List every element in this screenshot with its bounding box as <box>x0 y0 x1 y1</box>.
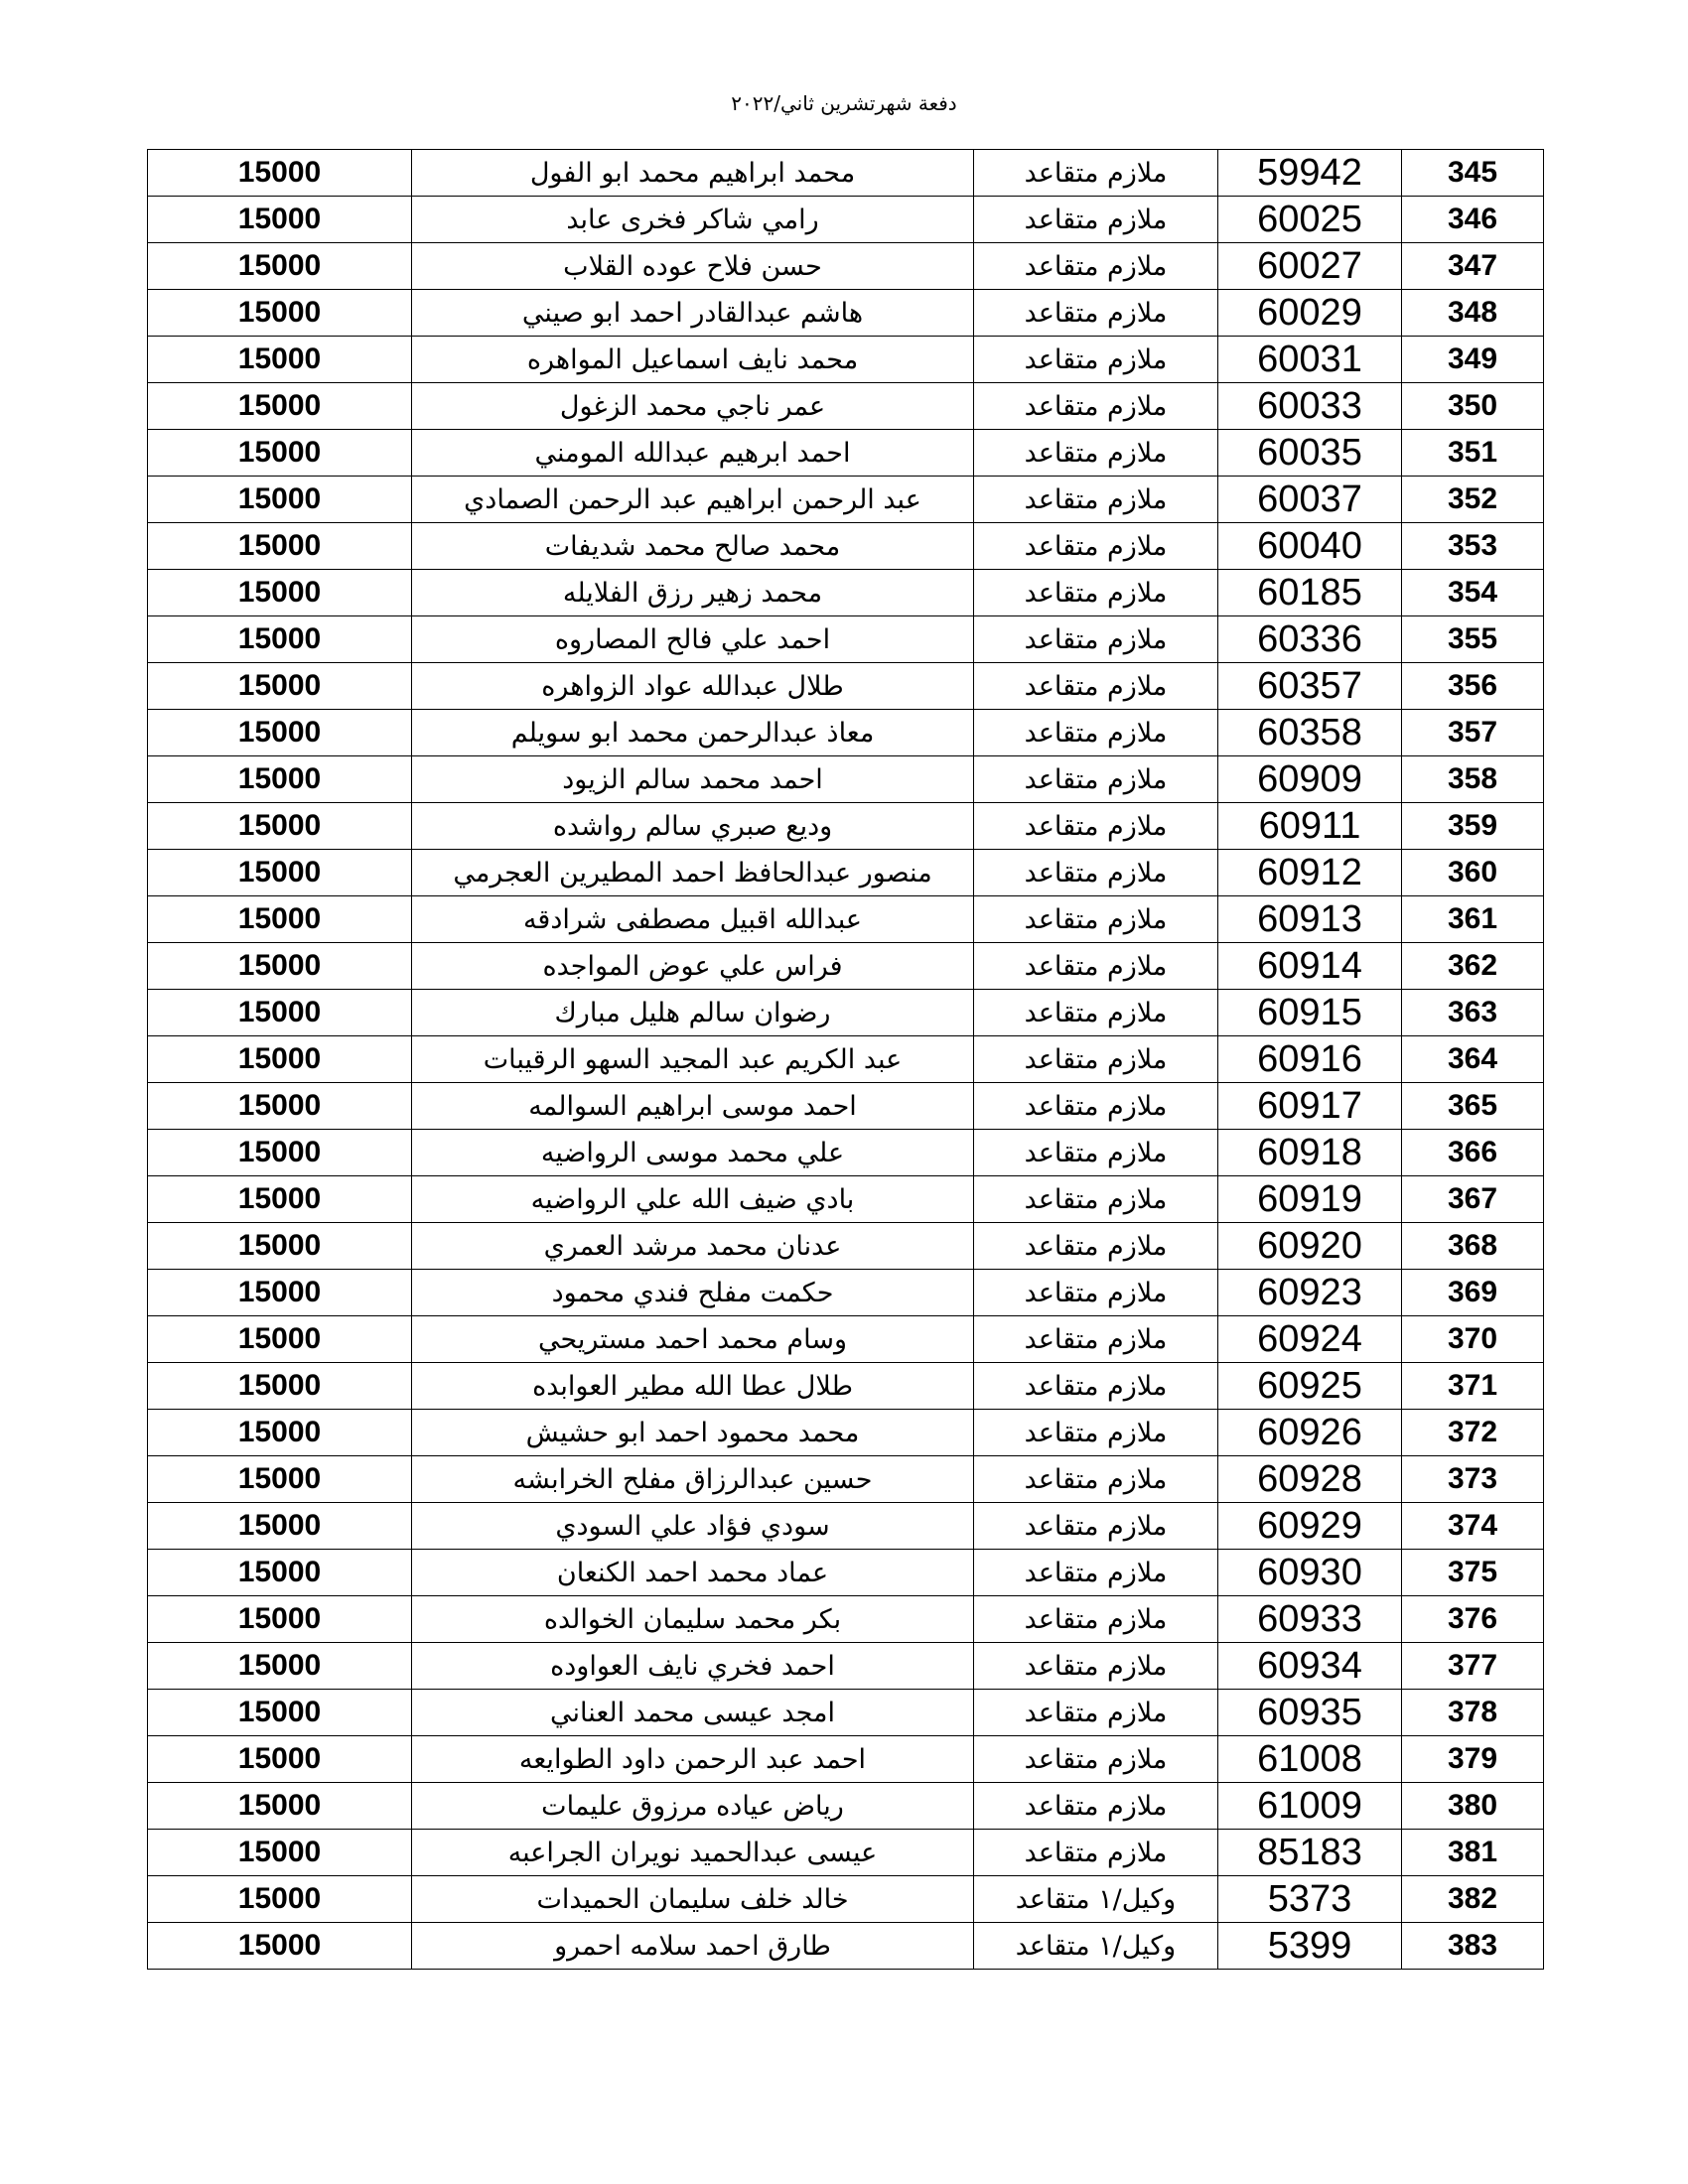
rank-cell: ملازم متقاعد <box>974 1643 1218 1690</box>
name-cell: سودي فؤاد علي السودي <box>412 1503 974 1550</box>
amount-cell: 15000 <box>148 1690 412 1736</box>
table-row <box>148 990 1544 1036</box>
name-cell: محمد نايف اسماعيل المواهره <box>412 337 974 383</box>
rank-cell: ملازم متقاعد <box>974 1363 1218 1410</box>
rank-cell: ملازم متقاعد <box>974 337 1218 383</box>
payment-table-body <box>148 150 1544 1970</box>
sequence-number-cell: 345 <box>1402 150 1544 197</box>
sequence-number-cell: 367 <box>1402 1176 1544 1223</box>
rank-cell: ملازم متقاعد <box>974 570 1218 616</box>
table-row <box>148 1643 1544 1690</box>
table-row <box>148 1456 1544 1503</box>
amount-cell: 15000 <box>148 1550 412 1596</box>
name-cell: رضوان سالم هليل مبارك <box>412 990 974 1036</box>
rank-cell: ملازم متقاعد <box>974 1550 1218 1596</box>
rank-cell: ملازم متقاعد <box>974 1736 1218 1783</box>
name-cell: هاشم عبدالقادر احمد ابو صيني <box>412 290 974 337</box>
sequence-number-cell: 348 <box>1402 290 1544 337</box>
amount-cell: 15000 <box>148 290 412 337</box>
amount-cell: 15000 <box>148 850 412 896</box>
service-number-cell: 60924 <box>1218 1316 1402 1363</box>
amount-cell: 15000 <box>148 710 412 756</box>
sequence-number-cell: 373 <box>1402 1456 1544 1503</box>
sequence-number-cell: 358 <box>1402 756 1544 803</box>
service-number-cell: 60027 <box>1218 243 1402 290</box>
sequence-number-cell: 382 <box>1402 1876 1544 1923</box>
name-cell: فراس علي عوض المواجده <box>412 943 974 990</box>
service-number-cell: 60913 <box>1218 896 1402 943</box>
sequence-number-cell: 349 <box>1402 337 1544 383</box>
amount-cell: 15000 <box>148 523 412 570</box>
table-row <box>148 616 1544 663</box>
service-number-cell: 60912 <box>1218 850 1402 896</box>
sequence-number-cell: 362 <box>1402 943 1544 990</box>
table-row <box>148 197 1544 243</box>
sequence-number-cell: 376 <box>1402 1596 1544 1643</box>
amount-cell: 15000 <box>148 616 412 663</box>
amount-cell: 15000 <box>148 1363 412 1410</box>
rank-cell: ملازم متقاعد <box>974 1783 1218 1830</box>
amount-cell: 15000 <box>148 803 412 850</box>
table-row <box>148 1223 1544 1270</box>
rank-cell: ملازم متقاعد <box>974 710 1218 756</box>
rank-cell: ملازم متقاعد <box>974 290 1218 337</box>
service-number-cell: 60029 <box>1218 290 1402 337</box>
amount-cell: 15000 <box>148 1036 412 1083</box>
sequence-number-cell: 365 <box>1402 1083 1544 1130</box>
amount-cell: 15000 <box>148 663 412 710</box>
name-cell: خالد خلف سليمان الحميدات <box>412 1876 974 1923</box>
amount-cell: 15000 <box>148 1176 412 1223</box>
service-number-cell: 60919 <box>1218 1176 1402 1223</box>
name-cell: محمد صالح محمد شديفات <box>412 523 974 570</box>
rank-cell: ملازم متقاعد <box>974 1083 1218 1130</box>
service-number-cell: 60031 <box>1218 337 1402 383</box>
sequence-number-cell: 377 <box>1402 1643 1544 1690</box>
rank-cell: ملازم متقاعد <box>974 150 1218 197</box>
rank-cell: ملازم متقاعد <box>974 1596 1218 1643</box>
table-row <box>148 477 1544 523</box>
service-number-cell: 60935 <box>1218 1690 1402 1736</box>
name-cell: احمد ابرهيم عبدالله المومني <box>412 430 974 477</box>
sequence-number-cell: 375 <box>1402 1550 1544 1596</box>
table-row <box>148 756 1544 803</box>
table-row <box>148 523 1544 570</box>
name-cell: احمد موسى ابراهيم السوالمه <box>412 1083 974 1130</box>
table-row <box>148 290 1544 337</box>
rank-cell: ملازم متقاعد <box>974 1503 1218 1550</box>
sequence-number-cell: 380 <box>1402 1783 1544 1830</box>
rank-cell: ملازم متقاعد <box>974 477 1218 523</box>
name-cell: عمر ناجي محمد الزغول <box>412 383 974 430</box>
service-number-cell: 60925 <box>1218 1363 1402 1410</box>
amount-cell: 15000 <box>148 1130 412 1176</box>
sequence-number-cell: 383 <box>1402 1923 1544 1970</box>
table-row <box>148 1083 1544 1130</box>
table-row <box>148 570 1544 616</box>
name-cell: عبدالله اقبيل مصطفى شرادقه <box>412 896 974 943</box>
table-row <box>148 1783 1544 1830</box>
table-row <box>148 243 1544 290</box>
service-number-cell: 85183 <box>1218 1830 1402 1876</box>
table-row <box>148 1596 1544 1643</box>
amount-cell: 15000 <box>148 1503 412 1550</box>
sequence-number-cell: 356 <box>1402 663 1544 710</box>
rank-cell: ملازم متقاعد <box>974 1176 1218 1223</box>
rank-cell: ملازم متقاعد <box>974 523 1218 570</box>
name-cell: عبد الرحمن ابراهيم عبد الرحمن الصمادي <box>412 477 974 523</box>
name-cell: معاذ عبدالرحمن محمد ابو سويلم <box>412 710 974 756</box>
name-cell: محمد محمود احمد ابو حشيش <box>412 1410 974 1456</box>
amount-cell: 15000 <box>148 1783 412 1830</box>
name-cell: محمد ابراهيم محمد ابو الفول <box>412 150 974 197</box>
rank-cell: ملازم متقاعد <box>974 756 1218 803</box>
name-cell: حكمت مفلح فندي محمود <box>412 1270 974 1316</box>
service-number-cell: 60933 <box>1218 1596 1402 1643</box>
table-row <box>148 1503 1544 1550</box>
sequence-number-cell: 352 <box>1402 477 1544 523</box>
sequence-number-cell: 354 <box>1402 570 1544 616</box>
service-number-cell: 60336 <box>1218 616 1402 663</box>
sequence-number-cell: 359 <box>1402 803 1544 850</box>
amount-cell: 15000 <box>148 1456 412 1503</box>
table-row <box>148 1690 1544 1736</box>
service-number-cell: 60185 <box>1218 570 1402 616</box>
sequence-number-cell: 346 <box>1402 197 1544 243</box>
rank-cell: ملازم متقاعد <box>974 850 1218 896</box>
service-number-cell: 59942 <box>1218 150 1402 197</box>
rank-cell: ملازم متقاعد <box>974 1410 1218 1456</box>
amount-cell: 15000 <box>148 1083 412 1130</box>
service-number-cell: 5373 <box>1218 1876 1402 1923</box>
payment-table <box>147 149 1544 1970</box>
sequence-number-cell: 353 <box>1402 523 1544 570</box>
sequence-number-cell: 361 <box>1402 896 1544 943</box>
table-row <box>148 943 1544 990</box>
service-number-cell: 60923 <box>1218 1270 1402 1316</box>
table-row <box>148 1923 1544 1970</box>
rank-cell: ملازم متقاعد <box>974 1456 1218 1503</box>
amount-cell: 15000 <box>148 243 412 290</box>
service-number-cell: 60918 <box>1218 1130 1402 1176</box>
name-cell: رامي شاكر فخرى عابد <box>412 197 974 243</box>
sequence-number-cell: 381 <box>1402 1830 1544 1876</box>
table-row <box>148 1270 1544 1316</box>
amount-cell: 15000 <box>148 943 412 990</box>
sequence-number-cell: 364 <box>1402 1036 1544 1083</box>
service-number-cell: 60917 <box>1218 1083 1402 1130</box>
rank-cell: ملازم متقاعد <box>974 430 1218 477</box>
rank-cell: ملازم متقاعد <box>974 1036 1218 1083</box>
rank-cell: ملازم متقاعد <box>974 1316 1218 1363</box>
sequence-number-cell: 363 <box>1402 990 1544 1036</box>
service-number-cell: 60934 <box>1218 1643 1402 1690</box>
service-number-cell: 60357 <box>1218 663 1402 710</box>
service-number-cell: 60035 <box>1218 430 1402 477</box>
rank-cell: ملازم متقاعد <box>974 1270 1218 1316</box>
sequence-number-cell: 357 <box>1402 710 1544 756</box>
rank-cell: ملازم متقاعد <box>974 943 1218 990</box>
rank-cell: ملازم متقاعد <box>974 1223 1218 1270</box>
amount-cell: 15000 <box>148 1596 412 1643</box>
table-row <box>148 896 1544 943</box>
service-number-cell: 60037 <box>1218 477 1402 523</box>
amount-cell: 15000 <box>148 1876 412 1923</box>
service-number-cell: 60358 <box>1218 710 1402 756</box>
sequence-number-cell: 351 <box>1402 430 1544 477</box>
rank-cell: ملازم متقاعد <box>974 990 1218 1036</box>
rank-cell: ملازم متقاعد <box>974 616 1218 663</box>
table-row <box>148 1363 1544 1410</box>
amount-cell: 15000 <box>148 1316 412 1363</box>
table-row <box>148 1410 1544 1456</box>
service-number-cell: 61008 <box>1218 1736 1402 1783</box>
amount-cell: 15000 <box>148 990 412 1036</box>
service-number-cell: 61009 <box>1218 1783 1402 1830</box>
table-row <box>148 803 1544 850</box>
service-number-cell: 5399 <box>1218 1923 1402 1970</box>
sequence-number-cell: 370 <box>1402 1316 1544 1363</box>
name-cell: عماد محمد احمد الكنعان <box>412 1550 974 1596</box>
name-cell: بادي ضيف الله علي الرواضيه <box>412 1176 974 1223</box>
amount-cell: 15000 <box>148 1923 412 1970</box>
name-cell: وسام محمد احمد مستريحي <box>412 1316 974 1363</box>
amount-cell: 15000 <box>148 896 412 943</box>
name-cell: طلال عبدالله عواد الزواهره <box>412 663 974 710</box>
rank-cell: ملازم متقاعد <box>974 197 1218 243</box>
sequence-number-cell: 368 <box>1402 1223 1544 1270</box>
table-row <box>148 337 1544 383</box>
rank-cell: ملازم متقاعد <box>974 803 1218 850</box>
name-cell: عيسى عبدالحميد نويران الجراعبه <box>412 1830 974 1876</box>
amount-cell: 15000 <box>148 383 412 430</box>
name-cell: احمد محمد سالم الزيود <box>412 756 974 803</box>
document-title: دفعة شهرتشرين ثاني/٢٠٢٢ <box>731 91 957 115</box>
table-row <box>148 150 1544 197</box>
service-number-cell: 60928 <box>1218 1456 1402 1503</box>
service-number-cell: 60915 <box>1218 990 1402 1036</box>
rank-cell: ملازم متقاعد <box>974 383 1218 430</box>
name-cell: رياض عياده مرزوق عليمات <box>412 1783 974 1830</box>
sequence-number-cell: 378 <box>1402 1690 1544 1736</box>
rank-cell: ملازم متقاعد <box>974 896 1218 943</box>
table-row <box>148 1176 1544 1223</box>
name-cell: عدنان محمد مرشد العمري <box>412 1223 974 1270</box>
name-cell: امجد عيسى محمد العناني <box>412 1690 974 1736</box>
name-cell: بكر محمد سليمان الخوالده <box>412 1596 974 1643</box>
amount-cell: 15000 <box>148 1830 412 1876</box>
sequence-number-cell: 360 <box>1402 850 1544 896</box>
name-cell: احمد علي فالح المصاروه <box>412 616 974 663</box>
amount-cell: 15000 <box>148 1643 412 1690</box>
amount-cell: 15000 <box>148 756 412 803</box>
name-cell: منصور عبدالحافظ احمد المطيرين العجرمي <box>412 850 974 896</box>
name-cell: حسن فلاح عوده القلاب <box>412 243 974 290</box>
table-row <box>148 1876 1544 1923</box>
name-cell: احمد عبد الرحمن داود الطوايعه <box>412 1736 974 1783</box>
table-row <box>148 383 1544 430</box>
amount-cell: 15000 <box>148 1736 412 1783</box>
name-cell: طارق احمد سلامه احمرو <box>412 1923 974 1970</box>
amount-cell: 15000 <box>148 337 412 383</box>
rank-cell: ملازم متقاعد <box>974 663 1218 710</box>
rank-cell: ملازم متقاعد <box>974 1130 1218 1176</box>
rank-cell: ملازم متقاعد <box>974 243 1218 290</box>
rank-cell: ملازم متقاعد <box>974 1690 1218 1736</box>
amount-cell: 15000 <box>148 477 412 523</box>
table-row <box>148 1830 1544 1876</box>
sequence-number-cell: 374 <box>1402 1503 1544 1550</box>
service-number-cell: 60920 <box>1218 1223 1402 1270</box>
service-number-cell: 60929 <box>1218 1503 1402 1550</box>
name-cell: وديع صبري سالم رواشده <box>412 803 974 850</box>
table-row <box>148 430 1544 477</box>
service-number-cell: 60926 <box>1218 1410 1402 1456</box>
amount-cell: 15000 <box>148 197 412 243</box>
amount-cell: 15000 <box>148 570 412 616</box>
service-number-cell: 60909 <box>1218 756 1402 803</box>
amount-cell: 15000 <box>148 1223 412 1270</box>
sequence-number-cell: 371 <box>1402 1363 1544 1410</box>
service-number-cell: 60040 <box>1218 523 1402 570</box>
rank-cell: وكيل/١ متقاعد <box>974 1876 1218 1923</box>
sequence-number-cell: 379 <box>1402 1736 1544 1783</box>
name-cell: حسين عبدالرزاق مفلح الخرابشه <box>412 1456 974 1503</box>
name-cell: عبد الكريم عبد المجيد السهو الرقيبات <box>412 1036 974 1083</box>
table-row <box>148 663 1544 710</box>
amount-cell: 15000 <box>148 150 412 197</box>
service-number-cell: 60911 <box>1218 803 1402 850</box>
table-row <box>148 710 1544 756</box>
table-row <box>148 850 1544 896</box>
amount-cell: 15000 <box>148 1410 412 1456</box>
service-number-cell: 60930 <box>1218 1550 1402 1596</box>
service-number-cell: 60033 <box>1218 383 1402 430</box>
sequence-number-cell: 372 <box>1402 1410 1544 1456</box>
sequence-number-cell: 347 <box>1402 243 1544 290</box>
sequence-number-cell: 355 <box>1402 616 1544 663</box>
table-row <box>148 1316 1544 1363</box>
name-cell: محمد زهير رزق الفلايله <box>412 570 974 616</box>
table-row <box>148 1736 1544 1783</box>
sequence-number-cell: 369 <box>1402 1270 1544 1316</box>
sequence-number-cell: 366 <box>1402 1130 1544 1176</box>
name-cell: علي محمد موسى الرواضيه <box>412 1130 974 1176</box>
service-number-cell: 60025 <box>1218 197 1402 243</box>
amount-cell: 15000 <box>148 430 412 477</box>
service-number-cell: 60916 <box>1218 1036 1402 1083</box>
rank-cell: ملازم متقاعد <box>974 1830 1218 1876</box>
sequence-number-cell: 350 <box>1402 383 1544 430</box>
name-cell: احمد فخري نايف العواوده <box>412 1643 974 1690</box>
name-cell: طلال عطا الله مطير العوابده <box>412 1363 974 1410</box>
service-number-cell: 60914 <box>1218 943 1402 990</box>
rank-cell: وكيل/١ متقاعد <box>974 1923 1218 1970</box>
table-row <box>148 1036 1544 1083</box>
table-row <box>148 1130 1544 1176</box>
table-row <box>148 1550 1544 1596</box>
amount-cell: 15000 <box>148 1270 412 1316</box>
